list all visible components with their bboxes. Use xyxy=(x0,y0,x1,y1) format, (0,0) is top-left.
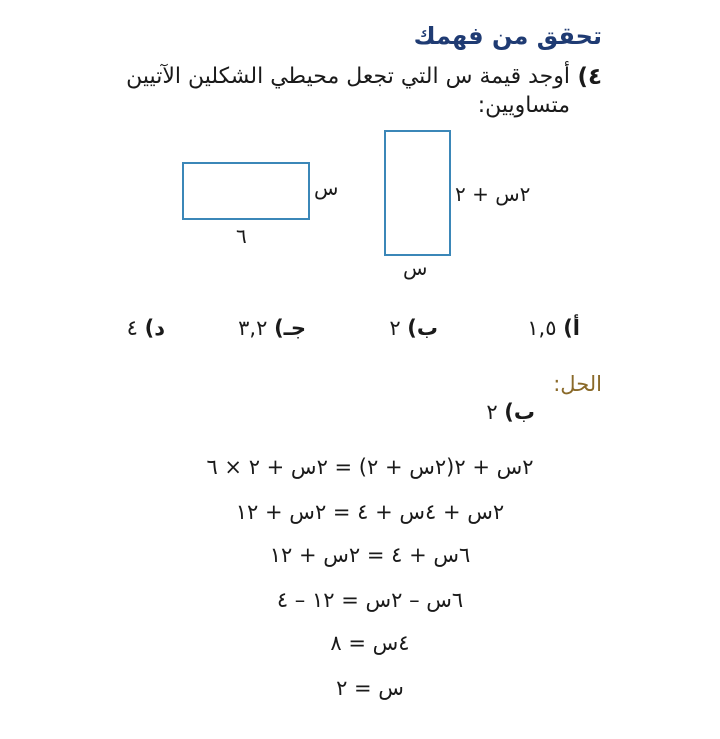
question-text-line2: متساويين: xyxy=(477,93,570,118)
choice-d-value: ٤ xyxy=(126,316,138,340)
choice-d[interactable] xyxy=(127,316,165,340)
section-heading: تحقق من فهمك xyxy=(413,22,602,50)
solution-label: الحل: xyxy=(553,372,602,396)
solution-step-1: ٢س + ٢(٢س + ٢) = ٢س + ٢ × ٦ xyxy=(206,455,534,479)
left-rect-width-label: ٦ xyxy=(236,224,247,248)
question-text-line1: أوجد قيمة س التي تجعل محيطي الشكلين الآتيين xyxy=(126,64,570,89)
choice-a-letter: أ) xyxy=(563,316,580,340)
choice-a[interactable] xyxy=(527,316,580,340)
solution-answer-letter: ب) xyxy=(504,400,535,424)
solution-answer-value: ٢ xyxy=(486,400,498,424)
right-rectangle xyxy=(384,130,451,256)
solution-step-3: ٦س + ٤ = ٢س + ١٢ xyxy=(269,543,471,567)
choice-c[interactable] xyxy=(238,316,306,340)
choice-b-value: ٢ xyxy=(389,316,401,340)
solution-answer xyxy=(486,400,535,424)
left-rect-height-label: س xyxy=(314,176,339,200)
solution-step-4: ٦س – ٢س = ١٢ – ٤ xyxy=(276,588,464,612)
choice-c-value: ٣,٢ xyxy=(238,316,268,340)
choice-b[interactable] xyxy=(389,316,438,340)
choice-c-letter: جـ) xyxy=(274,316,306,340)
right-rect-height-label: ٢س + ٢ xyxy=(455,182,531,206)
choice-d-letter: د) xyxy=(144,316,165,340)
right-rect-width-label: س xyxy=(403,256,428,280)
choice-a-value: ١,٥ xyxy=(527,316,557,340)
left-rectangle xyxy=(182,162,310,220)
solution-step-6: س = ٢ xyxy=(336,676,404,700)
solution-step-2: ٢س + ٤س + ٤ = ٢س + ١٢ xyxy=(235,500,505,524)
choice-b-letter: ب) xyxy=(407,316,438,340)
solution-step-5: ٤س = ٨ xyxy=(330,631,410,655)
question-number: ٤) xyxy=(577,64,602,90)
